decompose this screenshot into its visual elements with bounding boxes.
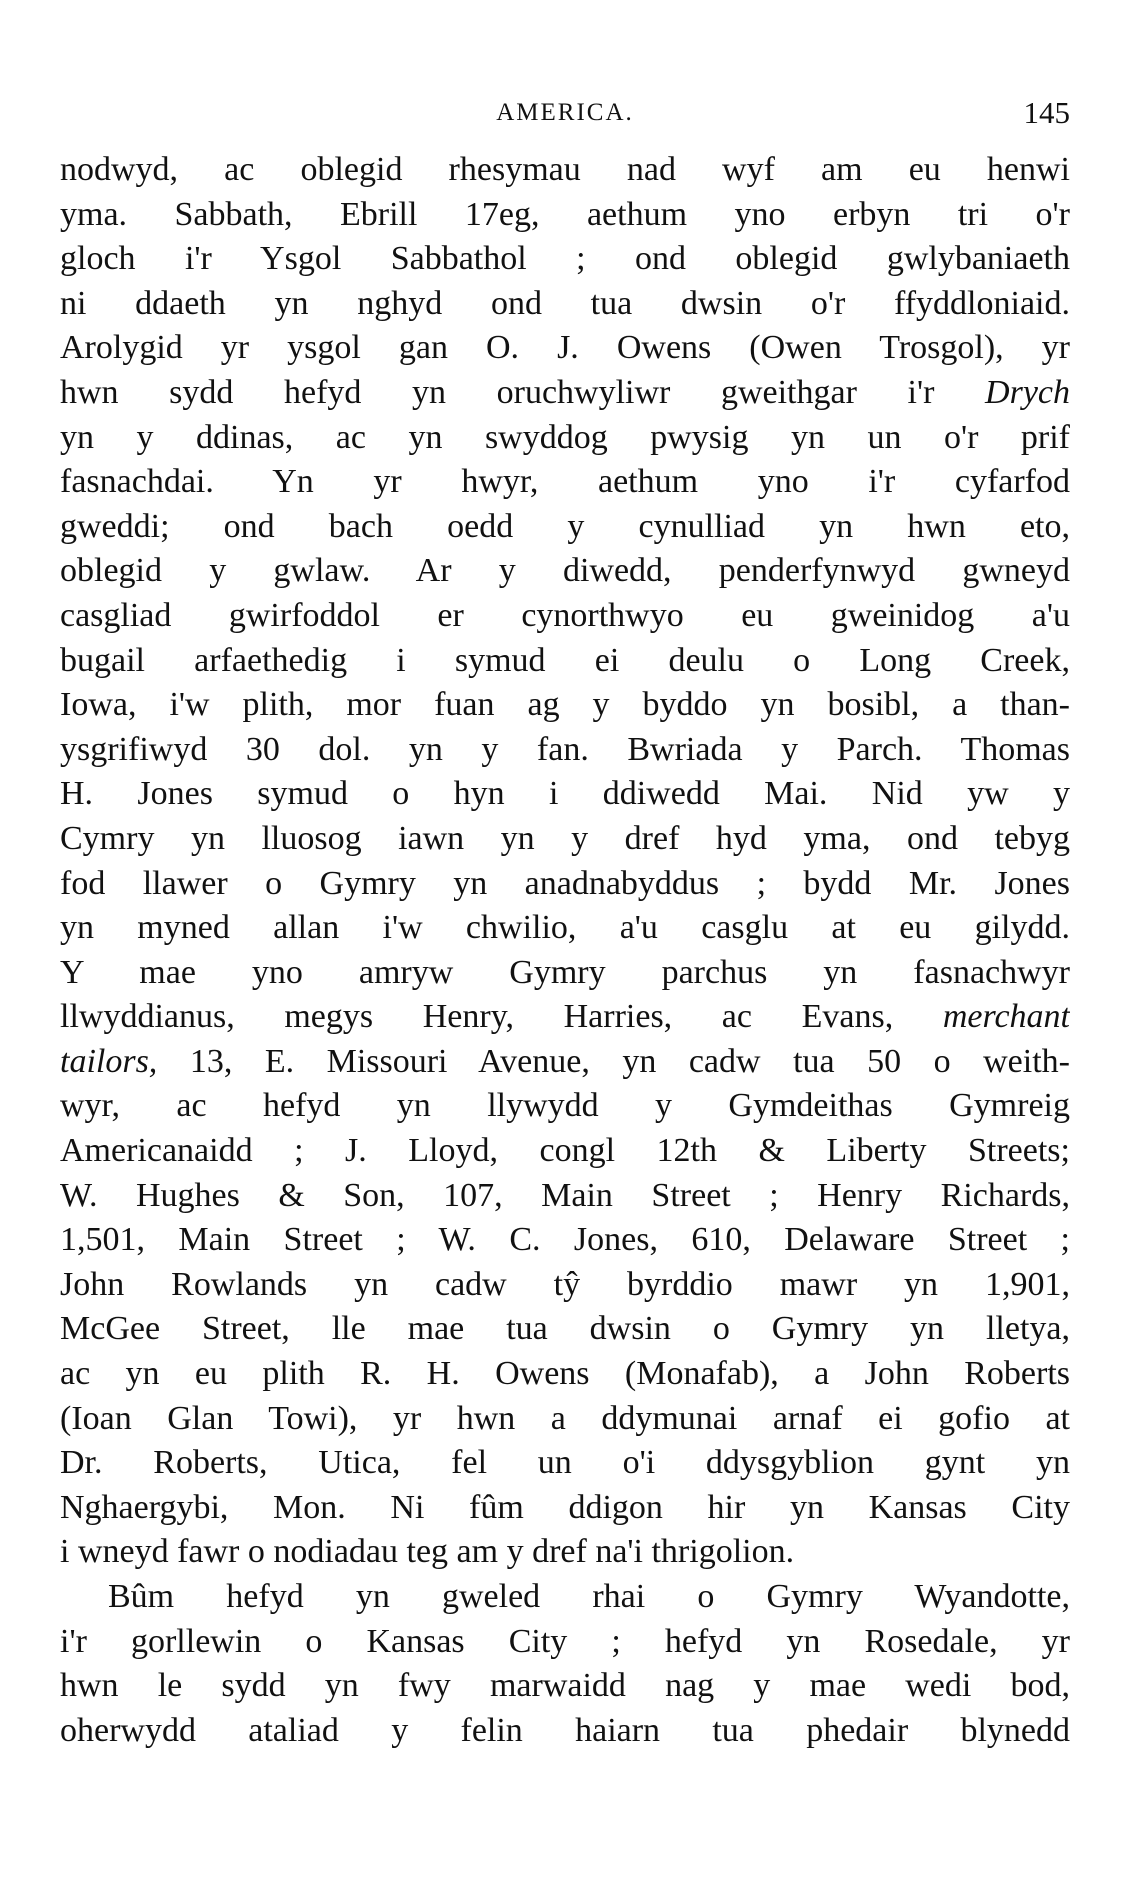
text-line: Arolygid yr ysgol gan O. J. Owens (Owen Trosgol), yr: [60, 329, 1070, 367]
text-line: Nghaergybi, Mon. Ni fûm ddigon hir yn Kansas City: [60, 1488, 1070, 1526]
italic-phrase: tailors,: [60, 1042, 158, 1080]
text-line: H. Jones symud o hyn i ddiwedd Mai. Nid yw y: [60, 775, 1070, 813]
text-line: John Rowlands yn cadw tŷ byrddio mawr yn 1,901,: [60, 1265, 1070, 1303]
italic-newspaper-title: Drych: [985, 373, 1070, 411]
text-line: i'r gorllewin o Kansas City ; hefyd yn Rosedale, yr: [60, 1622, 1070, 1660]
text-line-paragraph-end: i wneyd fawr o nodiadau teg am y dref na'i thrigolion.: [60, 1533, 795, 1571]
text-line: (Ioan Glan Towi), yr hwn a ddymunai arnaf ei gofio at: [60, 1399, 1070, 1437]
text-line: tailors, 13, E. Missouri Avenue, yn cadw tua 50 o weith-: [60, 1042, 1070, 1080]
text-line: Americanaidd ; J. Lloyd, congl 12th & Liberty Streets;: [60, 1132, 1070, 1170]
text-line: McGee Street, lle mae tua dwsin o Gymry yn lletya,: [60, 1310, 1070, 1348]
text-line: Y mae yno amryw Gymry parchus yn fasnachwyr: [60, 953, 1070, 991]
text-line: 1,501, Main Street ; W. C. Jones, 610, Delaware Street ;: [60, 1221, 1070, 1259]
text-line: yn y ddinas, ac yn swyddog pwysig yn un o'r prif: [60, 418, 1070, 456]
italic-phrase: merchant: [942, 998, 1070, 1036]
text-line: Dr. Roberts, Utica, fel un o'i ddysgyblion gynt yn: [60, 1444, 1070, 1482]
text-line: bugail arfaethedig i symud ei deulu o Long Creek,: [60, 641, 1070, 679]
text-line: ac yn eu plith R. H. Owens (Monafab), a John Roberts: [60, 1355, 1070, 1393]
text-line: wyr, ac hefyd yn llywydd y Gymdeithas Gymreig: [60, 1087, 1070, 1125]
text-line: Iowa, i'w plith, mor fuan ag y byddo yn bosibl, a than-: [60, 686, 1070, 724]
text-line: gloch i'r Ysgol Sabbathol ; ond oblegid gwlybaniaeth: [60, 240, 1070, 278]
text-line: hwn sydd hefyd yn oruchwyliwr gweithgar i'r Drych: [60, 373, 1070, 411]
text-line: nodwyd, ac oblegid rhesymau nad wyf am eu henwi: [60, 151, 1070, 188]
text-line: fod llawer o Gymry yn anadnabyddus ; bydd Mr. Jones: [60, 864, 1070, 902]
text-line: ni ddaeth yn nghyd ond tua dwsin o'r ffyddloniaid.: [60, 284, 1070, 322]
running-title: AMERICA.: [496, 99, 634, 126]
text-line: oherwydd ataliad y felin haiarn tua phedair blynedd: [60, 1711, 1070, 1749]
text-line: fasnachdai. Yn yr hwyr, aethum yno i'r cyfarfod: [60, 463, 1070, 501]
text-line: yma. Sabbath, Ebrill 17eg, aethum yno erbyn tri o'r: [60, 195, 1070, 233]
text-line: gweddi; ond bach oedd y cynulliad yn hwn eto,: [60, 507, 1070, 545]
text-line: ysgrifiwyd 30 dol. yn y fan. Bwriada y Parch. Thomas: [60, 730, 1070, 768]
body-text: [60, 148, 1070, 1753]
text-line: oblegid y gwlaw. Ar y diwedd, penderfynwyd gwneyd: [60, 552, 1070, 590]
text-line: W. Hughes & Son, 107, Main Street ; Henry Richards,: [60, 1176, 1070, 1214]
running-head: [60, 95, 1070, 135]
text-line-paragraph-start: Bûm hefyd yn gweled rhai o Gymry Wyandotte,: [108, 1578, 1070, 1615]
text-line: casgliad gwirfoddol er cynorthwyo eu gweinidog a'u: [60, 596, 1070, 634]
text-line: yn myned allan i'w chwilio, a'u casglu at eu gilydd.: [60, 909, 1070, 947]
text-line: Cymry yn lluosog iawn yn y dref hyd yma, ond tebyg: [60, 819, 1070, 857]
text-line: llwyddianus, megys Henry, Harries, ac Evans, merchant: [60, 998, 1070, 1036]
text-line: hwn le sydd yn fwy marwaidd nag y mae wedi bod,: [60, 1667, 1070, 1705]
page-number: 145: [1023, 95, 1070, 130]
